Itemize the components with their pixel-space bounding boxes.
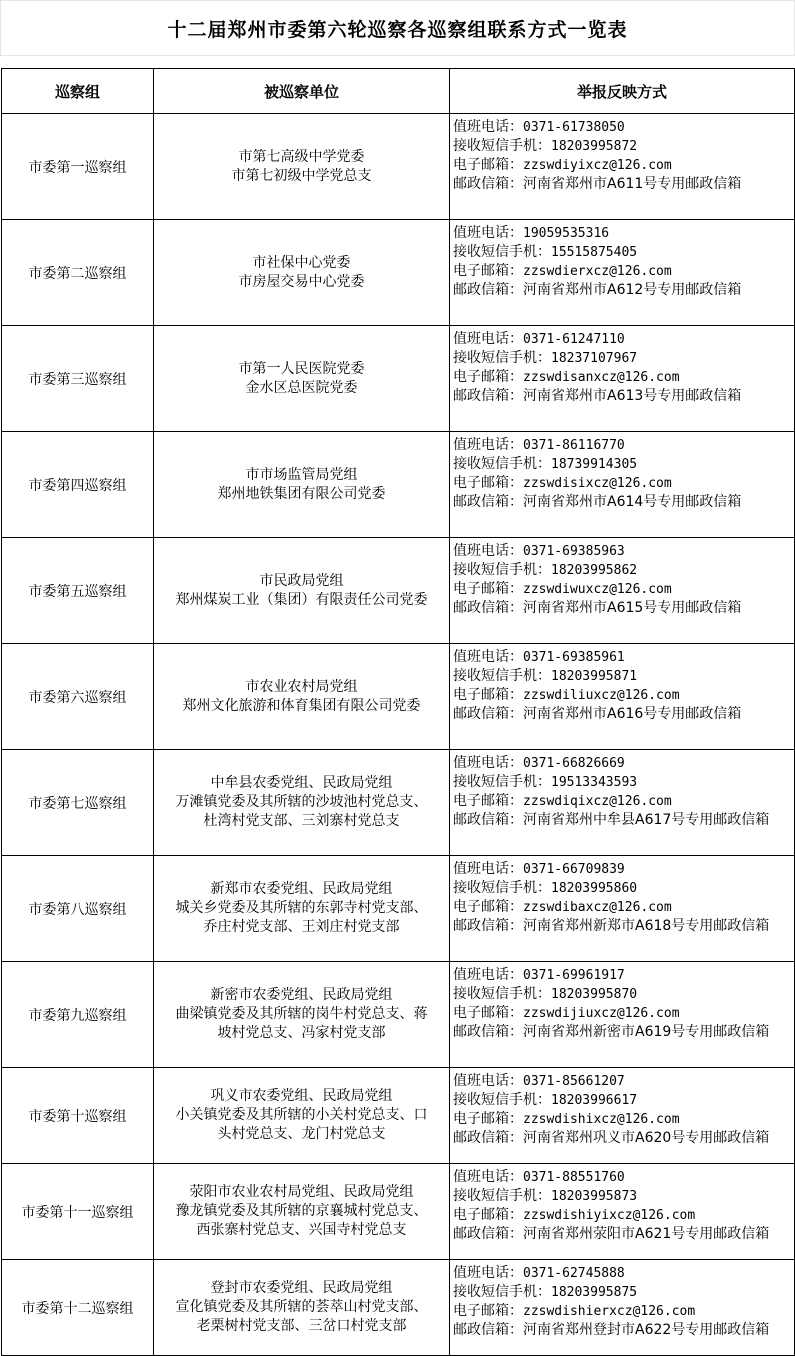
inspected-units bbox=[154, 326, 450, 432]
duty-phone-label: 值班电话： bbox=[453, 437, 523, 453]
postal-box-line bbox=[453, 1129, 792, 1148]
sms-mobile-line bbox=[453, 773, 792, 792]
duty-phone-label: 值班电话： bbox=[453, 543, 523, 559]
postal-box-value: 河南省郑州荥阳市A621号专用邮政信箱 bbox=[523, 1226, 770, 1242]
contact-table bbox=[1, 68, 795, 1356]
email-address-line bbox=[453, 1302, 792, 1321]
postal-box-line bbox=[453, 493, 792, 512]
group-name: 市委第十巡察组 bbox=[2, 1068, 154, 1164]
sms-mobile-line bbox=[453, 985, 792, 1004]
sms-mobile-line bbox=[453, 137, 792, 156]
inspected-unit: 头村党总支、龙门村党总支 bbox=[217, 1126, 386, 1142]
duty-phone-value: 19059535316 bbox=[523, 226, 610, 241]
postal-box-line bbox=[453, 917, 792, 936]
duty-phone-line bbox=[453, 118, 792, 137]
email-address-label: 电子邮箱： bbox=[453, 1207, 523, 1223]
sms-mobile-value: 18203995873 bbox=[551, 1189, 638, 1204]
postal-box-line bbox=[453, 811, 792, 830]
email-address-value: zzswdishiyixcz@126.com bbox=[523, 1208, 696, 1223]
email-address-label: 电子邮箱： bbox=[453, 475, 523, 491]
postal-box-value: 河南省郑州中牟县A617号专用邮政信箱 bbox=[523, 812, 770, 828]
sms-mobile-label: 接收短信手机： bbox=[453, 1188, 551, 1204]
sms-mobile-value: 18203995860 bbox=[551, 881, 638, 896]
email-address-line bbox=[453, 1206, 792, 1225]
postal-box-label: 邮政信箱： bbox=[453, 918, 523, 934]
sms-mobile-line bbox=[453, 349, 792, 368]
table-header bbox=[2, 69, 795, 114]
postal-box-line bbox=[453, 1321, 792, 1340]
postal-box-label: 邮政信箱： bbox=[453, 282, 523, 298]
sms-mobile-line bbox=[453, 243, 792, 262]
email-address-line bbox=[453, 792, 792, 811]
inspected-unit: 市第一人民医院党委 bbox=[238, 360, 365, 377]
contact-methods bbox=[450, 114, 795, 220]
table-row bbox=[2, 1068, 795, 1164]
duty-phone-value: 0371-85661207 bbox=[523, 1074, 625, 1089]
contact-methods bbox=[450, 432, 795, 538]
duty-phone-label: 值班电话： bbox=[453, 1265, 523, 1281]
group-name: 市委第十二巡察组 bbox=[2, 1260, 154, 1356]
email-address-value: zzswdiliuxcz@126.com bbox=[523, 688, 680, 703]
table-row bbox=[2, 432, 795, 538]
postal-box-value: 河南省郑州新密市A619号专用邮政信箱 bbox=[523, 1024, 770, 1040]
email-address-label: 电子邮箱： bbox=[453, 369, 523, 385]
inspected-unit: 郑州煤炭工业（集团）有限责任公司党委 bbox=[175, 591, 428, 608]
duty-phone-line bbox=[453, 542, 792, 561]
postal-box-value: 河南省郑州登封市A622号专用邮政信箱 bbox=[523, 1322, 770, 1338]
sms-mobile-label: 接收短信手机： bbox=[453, 880, 551, 896]
contact-methods bbox=[450, 644, 795, 750]
email-address-line bbox=[453, 368, 792, 387]
inspected-units bbox=[154, 538, 450, 644]
duty-phone-line bbox=[453, 436, 792, 455]
duty-phone-line bbox=[453, 754, 792, 773]
group-name: 市委第九巡察组 bbox=[2, 962, 154, 1068]
postal-box-label: 邮政信箱： bbox=[453, 706, 523, 722]
inspected-unit: 市社保中心党委 bbox=[252, 254, 351, 271]
contact-methods bbox=[450, 962, 795, 1068]
sms-mobile-label: 接收短信手机： bbox=[453, 774, 551, 790]
email-address-value: zzswdiyixcz@126.com bbox=[523, 158, 672, 173]
table-row bbox=[2, 220, 795, 326]
inspected-unit: 郑州地铁集团有限公司党委 bbox=[217, 485, 386, 502]
contact-methods bbox=[450, 1068, 795, 1164]
group-name: 市委第二巡察组 bbox=[2, 220, 154, 326]
email-address-value: zzswdiwuxcz@126.com bbox=[523, 582, 672, 597]
title-bar bbox=[0, 0, 795, 56]
postal-box-value: 河南省郑州新郑市A618号专用邮政信箱 bbox=[523, 918, 770, 934]
duty-phone-label: 值班电话： bbox=[453, 1073, 523, 1089]
email-address-line bbox=[453, 686, 792, 705]
email-address-label: 电子邮箱： bbox=[453, 581, 523, 597]
inspected-unit: 金水区总医院党委 bbox=[245, 379, 358, 396]
duty-phone-line bbox=[453, 330, 792, 349]
sms-mobile-line bbox=[453, 667, 792, 686]
sms-mobile-label: 接收短信手机： bbox=[453, 562, 551, 578]
inspected-unit: 郑州文化旅游和体育集团有限公司党委 bbox=[182, 697, 421, 714]
inspected-unit: 市第七初级中学党总支 bbox=[231, 167, 372, 184]
postal-box-label: 邮政信箱： bbox=[453, 812, 523, 828]
duty-phone-value: 0371-61247110 bbox=[523, 332, 625, 347]
sms-mobile-line bbox=[453, 1187, 792, 1206]
sms-mobile-value: 18203995862 bbox=[551, 563, 638, 578]
inspected-unit: 宣化镇党委及其所辖的荟萃山村党支部、 bbox=[175, 1299, 428, 1315]
table-row bbox=[2, 114, 795, 220]
table-row bbox=[2, 644, 795, 750]
duty-phone-value: 0371-66826669 bbox=[523, 756, 625, 771]
duty-phone-line bbox=[453, 1072, 792, 1091]
email-address-line bbox=[453, 156, 792, 175]
inspected-unit: 西张寨村党总支、兴国寺村党总支 bbox=[196, 1222, 407, 1238]
duty-phone-value: 0371-69961917 bbox=[523, 968, 625, 983]
email-address-line bbox=[453, 1004, 792, 1023]
duty-phone-label: 值班电话： bbox=[453, 861, 523, 877]
group-name: 市委第六巡察组 bbox=[2, 644, 154, 750]
sms-mobile-value: 18203995870 bbox=[551, 987, 638, 1002]
inspected-unit: 市民政局党组 bbox=[259, 572, 344, 589]
inspected-units bbox=[154, 1164, 450, 1260]
email-address-line bbox=[453, 262, 792, 281]
sms-mobile-value: 18739914305 bbox=[551, 457, 638, 472]
postal-box-value: 河南省郑州市A615号专用邮政信箱 bbox=[523, 600, 742, 616]
duty-phone-label: 值班电话： bbox=[453, 649, 523, 665]
table-row bbox=[2, 750, 795, 856]
sms-mobile-label: 接收短信手机： bbox=[453, 1092, 551, 1108]
postal-box-line bbox=[453, 599, 792, 618]
duty-phone-label: 值班电话： bbox=[453, 331, 523, 347]
group-name: 市委第三巡察组 bbox=[2, 326, 154, 432]
postal-box-line bbox=[453, 281, 792, 300]
sms-mobile-value: 18203995875 bbox=[551, 1285, 638, 1300]
group-name: 市委第十一巡察组 bbox=[2, 1164, 154, 1260]
inspected-units bbox=[154, 1068, 450, 1164]
inspected-units bbox=[154, 432, 450, 538]
sms-mobile-value: 18203996617 bbox=[551, 1093, 638, 1108]
email-address-value: zzswdisixcz@126.com bbox=[523, 476, 672, 491]
inspected-unit: 中牟县农委党组、民政局党组 bbox=[210, 775, 393, 791]
group-name: 市委第七巡察组 bbox=[2, 750, 154, 856]
inspected-unit: 新郑市农委党组、民政局党组 bbox=[210, 881, 393, 897]
page-title: 十二届郑州市委第六轮巡察各巡察组联系方式一览表 bbox=[167, 18, 628, 41]
contact-methods bbox=[450, 1260, 795, 1356]
table-row bbox=[2, 326, 795, 432]
inspected-unit: 市房屋交易中心党委 bbox=[238, 273, 365, 290]
inspected-unit: 豫龙镇党委及其所辖的京襄城村党总支、 bbox=[175, 1203, 428, 1219]
email-address-line bbox=[453, 474, 792, 493]
duty-phone-label: 值班电话： bbox=[453, 225, 523, 241]
postal-box-label: 邮政信箱： bbox=[453, 176, 523, 192]
postal-box-line bbox=[453, 175, 792, 194]
table-row bbox=[2, 538, 795, 644]
duty-phone-value: 0371-69385963 bbox=[523, 544, 625, 559]
column-header-contact: 举报反映方式 bbox=[450, 69, 795, 114]
contact-methods bbox=[450, 220, 795, 326]
postal-box-value: 河南省郑州市A612号专用邮政信箱 bbox=[523, 282, 742, 298]
email-address-label: 电子邮箱： bbox=[453, 263, 523, 279]
email-address-label: 电子邮箱： bbox=[453, 687, 523, 703]
inspected-unit: 坡村党总支、冯家村党支部 bbox=[217, 1025, 386, 1041]
email-address-line bbox=[453, 1110, 792, 1129]
contact-methods bbox=[450, 1164, 795, 1260]
inspected-units bbox=[154, 644, 450, 750]
inspected-unit: 市市场监管局党组 bbox=[245, 466, 358, 483]
duty-phone-label: 值班电话： bbox=[453, 119, 523, 135]
group-name: 市委第五巡察组 bbox=[2, 538, 154, 644]
column-header-group: 巡察组 bbox=[2, 69, 154, 114]
email-address-value: zzswdishixcz@126.com bbox=[523, 1112, 680, 1127]
sms-mobile-line bbox=[453, 1283, 792, 1302]
sms-mobile-label: 接收短信手机： bbox=[453, 350, 551, 366]
postal-box-value: 河南省郑州市A614号专用邮政信箱 bbox=[523, 494, 742, 510]
postal-box-label: 邮政信箱： bbox=[453, 1130, 523, 1146]
postal-box-value: 河南省郑州市A616号专用邮政信箱 bbox=[523, 706, 742, 722]
group-name: 市委第一巡察组 bbox=[2, 114, 154, 220]
table-row bbox=[2, 962, 795, 1068]
header-row bbox=[2, 69, 795, 114]
table-row bbox=[2, 1260, 795, 1356]
inspected-unit: 小关镇党委及其所辖的小关村党总支、口 bbox=[175, 1107, 428, 1123]
duty-phone-line bbox=[453, 648, 792, 667]
duty-phone-label: 值班电话： bbox=[453, 755, 523, 771]
sms-mobile-value: 15515875405 bbox=[551, 245, 638, 260]
inspected-units bbox=[154, 1260, 450, 1356]
sms-mobile-label: 接收短信手机： bbox=[453, 668, 551, 684]
inspected-units bbox=[154, 220, 450, 326]
contact-methods bbox=[450, 326, 795, 432]
sms-mobile-label: 接收短信手机： bbox=[453, 986, 551, 1002]
duty-phone-value: 0371-66709839 bbox=[523, 862, 625, 877]
inspected-unit: 市第七高级中学党委 bbox=[238, 148, 365, 165]
inspected-unit: 曲梁镇党委及其所辖的岗牛村党总支、蒋 bbox=[175, 1006, 428, 1022]
postal-box-value: 河南省郑州巩义市A620号专用邮政信箱 bbox=[523, 1130, 770, 1146]
inspected-units bbox=[154, 114, 450, 220]
email-address-line bbox=[453, 898, 792, 917]
inspected-unit: 万滩镇党委及其所辖的沙坡池村党总支、 bbox=[175, 794, 428, 810]
table-row bbox=[2, 856, 795, 962]
postal-box-label: 邮政信箱： bbox=[453, 388, 523, 404]
table-body bbox=[2, 114, 795, 1356]
contact-methods bbox=[450, 856, 795, 962]
sms-mobile-value: 18203995871 bbox=[551, 669, 638, 684]
duty-phone-line bbox=[453, 1264, 792, 1283]
postal-box-line bbox=[453, 1225, 792, 1244]
inspected-unit: 登封市农委党组、民政局党组 bbox=[210, 1280, 393, 1296]
email-address-line bbox=[453, 580, 792, 599]
postal-box-label: 邮政信箱： bbox=[453, 494, 523, 510]
inspected-unit: 市农业农村局党组 bbox=[245, 678, 358, 695]
inspected-unit: 杜湾村党支部、三刘寨村党总支 bbox=[203, 813, 400, 829]
email-address-label: 电子邮箱： bbox=[453, 1005, 523, 1021]
inspected-units bbox=[154, 962, 450, 1068]
contact-methods bbox=[450, 750, 795, 856]
postal-box-value: 河南省郑州市A613号专用邮政信箱 bbox=[523, 388, 742, 404]
inspected-units bbox=[154, 856, 450, 962]
inspected-unit: 新密市农委党组、民政局党组 bbox=[210, 987, 393, 1003]
column-header-units: 被巡察单位 bbox=[154, 69, 450, 114]
sms-mobile-value: 18203995872 bbox=[551, 139, 638, 154]
postal-box-line bbox=[453, 1023, 792, 1042]
sms-mobile-line bbox=[453, 879, 792, 898]
inspected-units bbox=[154, 750, 450, 856]
duty-phone-value: 0371-88551760 bbox=[523, 1170, 625, 1185]
postal-box-line bbox=[453, 387, 792, 406]
sms-mobile-value: 18237107967 bbox=[551, 351, 638, 366]
inspected-unit: 荥阳市农业农村局党组、民政局党组 bbox=[189, 1184, 414, 1200]
sms-mobile-value: 19513343593 bbox=[551, 775, 638, 790]
postal-box-label: 邮政信箱： bbox=[453, 1322, 523, 1338]
inspected-unit: 乔庄村党支部、王刘庄村党支部 bbox=[203, 919, 400, 935]
inspected-unit: 城关乡党委及其所辖的东郭寺村党支部、 bbox=[175, 900, 428, 916]
duty-phone-value: 0371-69385961 bbox=[523, 650, 625, 665]
email-address-value: zzswdiqixcz@126.com bbox=[523, 794, 672, 809]
email-address-label: 电子邮箱： bbox=[453, 899, 523, 915]
postal-box-line bbox=[453, 705, 792, 724]
sms-mobile-line bbox=[453, 561, 792, 580]
duty-phone-value: 0371-86116770 bbox=[523, 438, 625, 453]
sms-mobile-label: 接收短信手机： bbox=[453, 138, 551, 154]
postal-box-label: 邮政信箱： bbox=[453, 1024, 523, 1040]
sms-mobile-label: 接收短信手机： bbox=[453, 456, 551, 472]
sms-mobile-label: 接收短信手机： bbox=[453, 1284, 551, 1300]
duty-phone-label: 值班电话： bbox=[453, 1169, 523, 1185]
inspected-unit: 巩义市农委党组、民政局党组 bbox=[210, 1088, 393, 1104]
email-address-value: zzswdisanxcz@126.com bbox=[523, 370, 680, 385]
email-address-label: 电子邮箱： bbox=[453, 1111, 523, 1127]
email-address-label: 电子邮箱： bbox=[453, 793, 523, 809]
email-address-value: zzswdijiuxcz@126.com bbox=[523, 1006, 680, 1021]
duty-phone-line bbox=[453, 860, 792, 879]
sms-mobile-line bbox=[453, 1091, 792, 1110]
duty-phone-line bbox=[453, 224, 792, 243]
inspected-unit: 老栗树村党支部、三岔口村党支部 bbox=[196, 1318, 407, 1334]
email-address-value: zzswdierxcz@126.com bbox=[523, 264, 672, 279]
duty-phone-value: 0371-62745888 bbox=[523, 1266, 625, 1281]
duty-phone-line bbox=[453, 1168, 792, 1187]
duty-phone-label: 值班电话： bbox=[453, 967, 523, 983]
postal-box-label: 邮政信箱： bbox=[453, 600, 523, 616]
email-address-label: 电子邮箱： bbox=[453, 1303, 523, 1319]
email-address-value: zzswdibaxcz@126.com bbox=[523, 900, 672, 915]
email-address-value: zzswdishierxcz@126.com bbox=[523, 1304, 696, 1319]
email-address-label: 电子邮箱： bbox=[453, 157, 523, 173]
table-row bbox=[2, 1164, 795, 1260]
group-name: 市委第四巡察组 bbox=[2, 432, 154, 538]
duty-phone-value: 0371-61738050 bbox=[523, 120, 625, 135]
contact-methods bbox=[450, 538, 795, 644]
sms-mobile-line bbox=[453, 455, 792, 474]
sms-mobile-label: 接收短信手机： bbox=[453, 244, 551, 260]
postal-box-value: 河南省郑州市A611号专用邮政信箱 bbox=[523, 176, 742, 192]
postal-box-label: 邮政信箱： bbox=[453, 1226, 523, 1242]
duty-phone-line bbox=[453, 966, 792, 985]
group-name: 市委第八巡察组 bbox=[2, 856, 154, 962]
